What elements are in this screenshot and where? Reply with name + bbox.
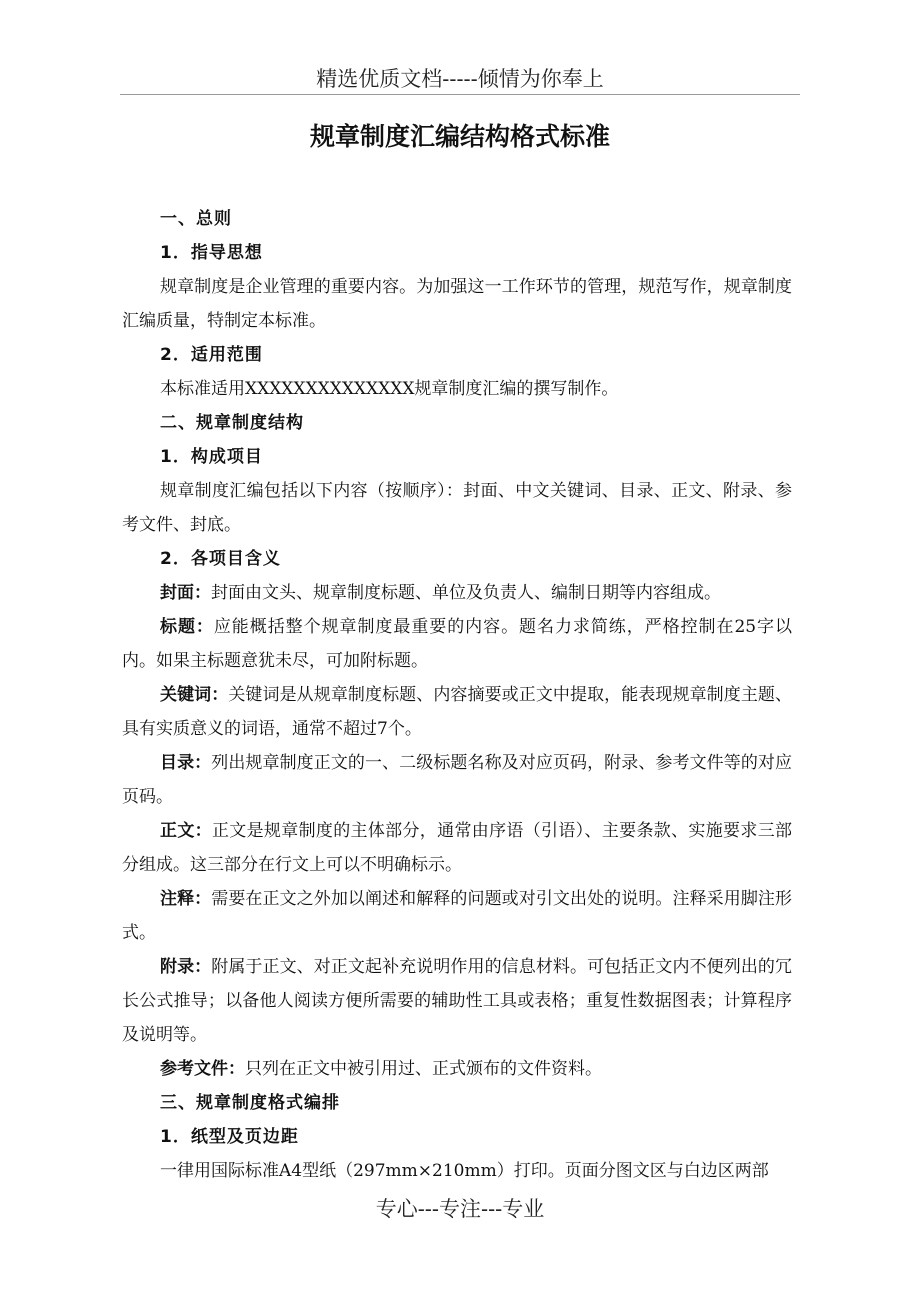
item-text: 正文是规章制度的主体部分，通常由序语（引语）、主要条款、实施要求三部分组成。这三部分在行文上可以不明确标示。 [122,821,793,875]
item-text: 附属于正文、对正文起补充说明作用的信息材料。可包括正文内不便列出的冗长公式推导；以备他人阅读方便所需要的辅助性工具或表格；重复性数据图表；计算程序及说明等。 [122,957,792,1045]
document-title: 规章制度汇编结构格式标准 [309,122,610,151]
item-term: 参考文件： [160,1059,245,1079]
item-term: 标题： [160,617,214,637]
item-references [122,1052,792,1086]
document-body [122,202,792,1188]
section-heading-general: 一、总则 [160,209,232,229]
item-cover [122,576,792,610]
subheading-item-meanings: 2．各项目含义 [160,549,281,569]
item-text: 应能概括整个规章制度最重要的内容。题名力求简练，严格控制在25字以内。如果主标题意犹未尽，可加附标题。 [122,617,792,671]
item-term: 关键词： [160,685,229,705]
subheading-scope: 2．适用范围 [160,345,263,365]
page-footer: 专心---专注---专业 [375,1197,545,1221]
page-header: 精选优质文档-----倾情为你奉上 [316,67,604,91]
item-text: 封面由文头、规章制度标题、单位及负责人、编制日期等内容组成。 [211,583,721,603]
paragraph-guiding-idea: 规章制度是企业管理的重要内容。为加强这一工作环节的管理，规范写作，规章制度汇编质量，特制定本标准。 [122,277,792,331]
item-text: 只列在正文中被引用过、正式颁布的文件资料。 [245,1059,602,1079]
item-notes [122,882,792,950]
item-term: 目录： [160,753,212,773]
item-text: 关键词是从规章制度标题、内容摘要或正文中提取，能表现规章制度主题、具有实质意义的词语，通常不超过7个。 [122,685,793,739]
header-divider [120,94,800,95]
subheading-guiding-idea: 1．指导思想 [160,243,263,263]
paragraph-paper-margins: 一律用国际标准A4型纸（297mm×210mm）打印。页面分图文区与白边区两部 [160,1161,769,1181]
section-heading-structure: 二、规章制度结构 [160,413,304,433]
item-term: 封面： [160,583,211,603]
item-keywords [122,678,792,746]
item-term: 注释： [160,889,212,909]
item-text: 列出规章制度正文的一、二级标题名称及对应页码，附录、参考文件等的对应页码。 [122,753,792,807]
paragraph-scope: 本标准适用XXXXXXXXXXXXXX规章制度汇编的撰写制作。 [160,379,619,399]
subheading-paper-margins: 1．纸型及页边距 [160,1127,299,1147]
item-toc [122,746,792,814]
item-term: 附录： [160,957,212,977]
subheading-components: 1．构成项目 [160,447,263,467]
item-main-text [122,814,792,882]
item-term: 正文： [160,821,212,841]
item-title [122,610,792,678]
item-appendix [122,950,792,1052]
item-text: 需要在正文之外加以阐述和解释的问题或对引文出处的说明。注释采用脚注形式。 [122,889,792,943]
paragraph-components: 规章制度汇编包括以下内容（按顺序）：封面、中文关键词、目录、正文、附录、参考文件、封底。 [122,481,792,535]
section-heading-format: 三、规章制度格式编排 [160,1093,340,1113]
